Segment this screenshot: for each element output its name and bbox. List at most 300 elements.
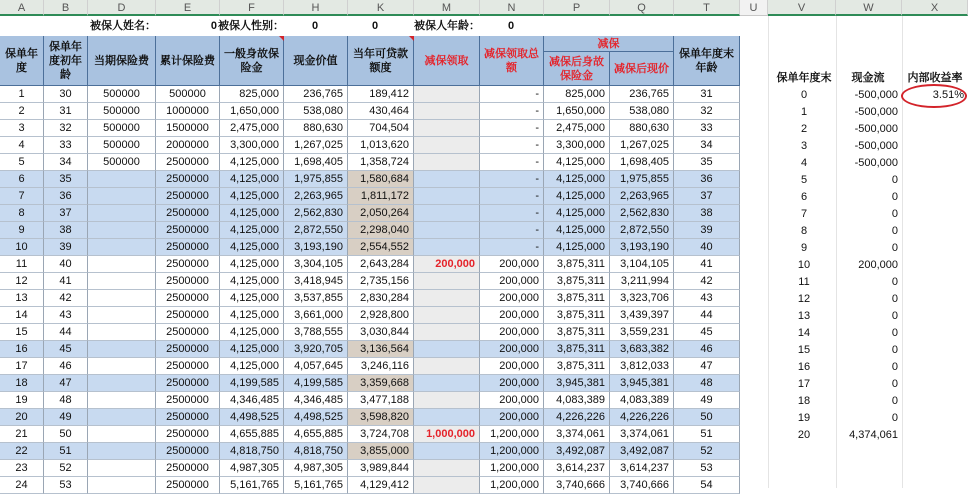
cell-loan[interactable]: 2,830,284: [348, 290, 414, 307]
cell-cv[interactable]: 4,057,645: [284, 358, 348, 375]
insured-age-value[interactable]: 0: [507, 20, 515, 32]
cell-age[interactable]: 38: [44, 222, 88, 239]
cell-prem[interactable]: 500000: [88, 103, 156, 120]
cell-cv[interactable]: 538,080: [284, 103, 348, 120]
cell-end[interactable]: 39: [674, 222, 740, 239]
cell-acv[interactable]: 4,226,226: [610, 409, 674, 426]
cell-loan[interactable]: 4,129,412: [348, 477, 414, 494]
cell-end[interactable]: 40: [674, 239, 740, 256]
cell-y[interactable]: 13: [0, 290, 44, 307]
cell-acv[interactable]: 1,698,405: [610, 154, 674, 171]
cell-age[interactable]: 32: [44, 120, 88, 137]
cashflow-value[interactable]: 0: [891, 293, 898, 305]
cell-asa[interactable]: 1,650,000: [544, 103, 610, 120]
cell-cv[interactable]: 4,818,750: [284, 443, 348, 460]
cell-cv[interactable]: 236,765: [284, 86, 348, 103]
column-header-n[interactable]: N: [480, 0, 544, 16]
column-header-q[interactable]: Q: [610, 0, 674, 16]
cell-asa[interactable]: 3,875,311: [544, 358, 610, 375]
cashflow-year[interactable]: 7: [800, 208, 808, 220]
cell-prem[interactable]: 500000: [88, 137, 156, 154]
cell-sa[interactable]: 4,818,750: [220, 443, 284, 460]
cell-cv[interactable]: 1,267,025: [284, 137, 348, 154]
cell-prem[interactable]: [88, 392, 156, 409]
cashflow-year[interactable]: 4: [800, 157, 808, 169]
cell-cum[interactable]: 2500000: [156, 307, 220, 324]
cell-age[interactable]: 51: [44, 443, 88, 460]
cell-sa[interactable]: 4,199,585: [220, 375, 284, 392]
cell-y[interactable]: 2: [0, 103, 44, 120]
cell-red[interactable]: [414, 375, 480, 392]
cell-prem[interactable]: [88, 324, 156, 341]
cell-cv[interactable]: 3,661,000: [284, 307, 348, 324]
cell-end[interactable]: 44: [674, 307, 740, 324]
cell-red[interactable]: [414, 273, 480, 290]
cashflow-year[interactable]: 2: [800, 123, 808, 135]
cell-loan[interactable]: 3,989,844: [348, 460, 414, 477]
cell-prem[interactable]: [88, 273, 156, 290]
cell-end[interactable]: 52: [674, 443, 740, 460]
cell-red[interactable]: [414, 171, 480, 188]
cell-end[interactable]: 31: [674, 86, 740, 103]
cell-y[interactable]: 6: [0, 171, 44, 188]
cell-redt[interactable]: 1,200,000: [480, 477, 544, 494]
cell-loan[interactable]: 1,811,172: [348, 188, 414, 205]
cell-asa[interactable]: 3,300,000: [544, 137, 610, 154]
cell-redt[interactable]: -: [480, 222, 544, 239]
cashflow-year[interactable]: 15: [797, 344, 811, 356]
cell-red[interactable]: 200,000: [414, 256, 480, 273]
cell-sa[interactable]: 4,655,885: [220, 426, 284, 443]
cell-y[interactable]: 19: [0, 392, 44, 409]
cell-prem[interactable]: [88, 443, 156, 460]
column-header-k[interactable]: K: [348, 0, 414, 16]
cell-y[interactable]: 14: [0, 307, 44, 324]
cell-redt[interactable]: -: [480, 239, 544, 256]
column-header-e[interactable]: E: [156, 0, 220, 16]
cell-loan[interactable]: 3,724,708: [348, 426, 414, 443]
cell-cv[interactable]: 880,630: [284, 120, 348, 137]
cashflow-year[interactable]: 3: [800, 140, 808, 152]
cell-cum[interactable]: 2500000: [156, 392, 220, 409]
insured-name-value[interactable]: 0: [210, 20, 217, 32]
cell-sa[interactable]: 4,125,000: [220, 290, 284, 307]
cell-cv[interactable]: 3,418,945: [284, 273, 348, 290]
cell-redt[interactable]: 200,000: [480, 273, 544, 290]
cell-prem[interactable]: [88, 375, 156, 392]
cell-loan[interactable]: 3,855,000: [348, 443, 414, 460]
cell-cum[interactable]: 1000000: [156, 103, 220, 120]
cashflow-year[interactable]: 9: [800, 242, 808, 254]
cell-cum[interactable]: 2500000: [156, 409, 220, 426]
cell-age[interactable]: 34: [44, 154, 88, 171]
cashflow-year[interactable]: 6: [800, 191, 808, 203]
cell-redt[interactable]: -: [480, 205, 544, 222]
cashflow-value[interactable]: 0: [891, 208, 898, 220]
cell-y[interactable]: 24: [0, 477, 44, 494]
cashflow-year[interactable]: 16: [797, 361, 811, 373]
cell-prem[interactable]: [88, 426, 156, 443]
cell-age[interactable]: 53: [44, 477, 88, 494]
cell-cum[interactable]: 2500000: [156, 239, 220, 256]
cashflow-value[interactable]: 0: [891, 395, 898, 407]
cell-y[interactable]: 9: [0, 222, 44, 239]
insured-gender-value[interactable]: 0: [311, 20, 319, 32]
cell-y[interactable]: 20: [0, 409, 44, 426]
cashflow-year[interactable]: 20: [797, 429, 811, 441]
cell-loan[interactable]: 1,358,724: [348, 154, 414, 171]
cell-end[interactable]: 54: [674, 477, 740, 494]
cell-prem[interactable]: [88, 307, 156, 324]
cashflow-value[interactable]: 0: [891, 276, 898, 288]
cell-y[interactable]: 1: [0, 86, 44, 103]
cell-red[interactable]: 1,000,000: [414, 426, 480, 443]
cell-cv[interactable]: 4,655,885: [284, 426, 348, 443]
cell-red[interactable]: [414, 443, 480, 460]
cell-y[interactable]: 12: [0, 273, 44, 290]
cell-red[interactable]: [414, 392, 480, 409]
cell-acv[interactable]: 2,263,965: [610, 188, 674, 205]
cashflow-year[interactable]: 13: [797, 310, 811, 322]
cell-acv[interactable]: 2,562,830: [610, 205, 674, 222]
cashflow-year[interactable]: 17: [797, 378, 811, 390]
cell-prem[interactable]: 500000: [88, 120, 156, 137]
cell-loan[interactable]: 189,412: [348, 86, 414, 103]
cell-redt[interactable]: -: [480, 137, 544, 154]
cell-redt[interactable]: 200,000: [480, 375, 544, 392]
cell-age[interactable]: 41: [44, 273, 88, 290]
cell-asa[interactable]: 3,614,237: [544, 460, 610, 477]
cell-prem[interactable]: [88, 341, 156, 358]
cell-loan[interactable]: 3,477,188: [348, 392, 414, 409]
cell-asa[interactable]: 3,945,381: [544, 375, 610, 392]
cell-acv[interactable]: 3,193,190: [610, 239, 674, 256]
cell-red[interactable]: [414, 137, 480, 154]
cell-age[interactable]: 36: [44, 188, 88, 205]
cell-sa[interactable]: 1,650,000: [220, 103, 284, 120]
cell-age[interactable]: 31: [44, 103, 88, 120]
cashflow-value[interactable]: 0: [891, 344, 898, 356]
cell-end[interactable]: 32: [674, 103, 740, 120]
cell-acv[interactable]: 3,211,994: [610, 273, 674, 290]
cashflow-value[interactable]: 200,000: [858, 259, 898, 271]
cell-cv[interactable]: 3,920,705: [284, 341, 348, 358]
cell-sa[interactable]: 4,125,000: [220, 273, 284, 290]
cell-redt[interactable]: -: [480, 188, 544, 205]
cell-prem[interactable]: [88, 222, 156, 239]
cell-acv[interactable]: 3,740,666: [610, 477, 674, 494]
cell-redt[interactable]: 1,200,000: [480, 426, 544, 443]
cell-y[interactable]: 11: [0, 256, 44, 273]
cell-cum[interactable]: 2500000: [156, 273, 220, 290]
cell-age[interactable]: 46: [44, 358, 88, 375]
cell-cv[interactable]: 2,872,550: [284, 222, 348, 239]
cell-asa[interactable]: 4,226,226: [544, 409, 610, 426]
cell-sa[interactable]: 4,125,000: [220, 256, 284, 273]
column-header-t[interactable]: T: [674, 0, 740, 16]
cell-age[interactable]: 45: [44, 341, 88, 358]
cell-acv[interactable]: 3,104,105: [610, 256, 674, 273]
cell-age[interactable]: 52: [44, 460, 88, 477]
cell-sa[interactable]: 4,125,000: [220, 222, 284, 239]
cell-age[interactable]: 50: [44, 426, 88, 443]
cell-redt[interactable]: -: [480, 86, 544, 103]
cell-acv[interactable]: 3,492,087: [610, 443, 674, 460]
cell-cum[interactable]: 1500000: [156, 120, 220, 137]
cell-sa[interactable]: 4,987,305: [220, 460, 284, 477]
cell-acv[interactable]: 1,267,025: [610, 137, 674, 154]
cell-loan[interactable]: 1,013,620: [348, 137, 414, 154]
cell-y[interactable]: 3: [0, 120, 44, 137]
cell-loan[interactable]: 2,643,284: [348, 256, 414, 273]
cell-y[interactable]: 4: [0, 137, 44, 154]
cell-asa[interactable]: 4,125,000: [544, 171, 610, 188]
cell-cv[interactable]: 5,161,765: [284, 477, 348, 494]
cell-prem[interactable]: 500000: [88, 86, 156, 103]
cell-acv[interactable]: 3,559,231: [610, 324, 674, 341]
cell-y[interactable]: 5: [0, 154, 44, 171]
cell-prem[interactable]: [88, 460, 156, 477]
cell-prem[interactable]: [88, 171, 156, 188]
cell-sa[interactable]: 4,125,000: [220, 307, 284, 324]
column-header-p[interactable]: P: [544, 0, 610, 16]
cell-red[interactable]: [414, 86, 480, 103]
cell-asa[interactable]: 4,125,000: [544, 205, 610, 222]
cell-cv[interactable]: 4,498,525: [284, 409, 348, 426]
cell-end[interactable]: 46: [674, 341, 740, 358]
cell-cv[interactable]: 2,562,830: [284, 205, 348, 222]
cashflow-value[interactable]: 0: [891, 361, 898, 373]
cashflow-value[interactable]: 0: [891, 310, 898, 322]
cell-end[interactable]: 42: [674, 273, 740, 290]
cell-age[interactable]: 37: [44, 205, 88, 222]
cell-sa[interactable]: 2,475,000: [220, 120, 284, 137]
cell-cum[interactable]: 2500000: [156, 290, 220, 307]
column-header-x[interactable]: X: [902, 0, 968, 16]
cell-loan[interactable]: 3,136,564: [348, 341, 414, 358]
cell-age[interactable]: 40: [44, 256, 88, 273]
cell-end[interactable]: 37: [674, 188, 740, 205]
cell-prem[interactable]: [88, 409, 156, 426]
cell-red[interactable]: [414, 120, 480, 137]
cell-age[interactable]: 48: [44, 392, 88, 409]
cell-end[interactable]: 43: [674, 290, 740, 307]
cell-sa[interactable]: 4,125,000: [220, 358, 284, 375]
cell-loan[interactable]: 2,298,040: [348, 222, 414, 239]
cell-prem[interactable]: [88, 477, 156, 494]
cell-asa[interactable]: 3,875,311: [544, 307, 610, 324]
cell-acv[interactable]: 3,374,061: [610, 426, 674, 443]
cell-cum[interactable]: 2500000: [156, 256, 220, 273]
cell-cum[interactable]: 2500000: [156, 324, 220, 341]
cell-sa[interactable]: 4,125,000: [220, 341, 284, 358]
cell-end[interactable]: 51: [674, 426, 740, 443]
cell-cv[interactable]: 4,987,305: [284, 460, 348, 477]
cell-age[interactable]: 42: [44, 290, 88, 307]
cell-asa[interactable]: 3,875,311: [544, 324, 610, 341]
cell-age[interactable]: 43: [44, 307, 88, 324]
cell-age[interactable]: 39: [44, 239, 88, 256]
cashflow-value[interactable]: 0: [891, 174, 898, 186]
cell-end[interactable]: 33: [674, 120, 740, 137]
cashflow-year[interactable]: 1: [800, 106, 808, 118]
cell-age[interactable]: 49: [44, 409, 88, 426]
cell-cv[interactable]: 3,304,105: [284, 256, 348, 273]
cell-sa[interactable]: 825,000: [220, 86, 284, 103]
cell-sa[interactable]: 4,346,485: [220, 392, 284, 409]
cell-acv[interactable]: 236,765: [610, 86, 674, 103]
cell-acv[interactable]: 3,323,706: [610, 290, 674, 307]
cell-acv[interactable]: 4,083,389: [610, 392, 674, 409]
cell-redt[interactable]: 200,000: [480, 256, 544, 273]
cell-redt[interactable]: 200,000: [480, 409, 544, 426]
cell-asa[interactable]: 3,875,311: [544, 273, 610, 290]
cell-red[interactable]: [414, 290, 480, 307]
cell-loan[interactable]: 2,554,552: [348, 239, 414, 256]
cashflow-value[interactable]: 0: [891, 242, 898, 254]
cell-redt[interactable]: 200,000: [480, 324, 544, 341]
cashflow-value[interactable]: -500,000: [854, 140, 898, 152]
cell-cv[interactable]: 1,698,405: [284, 154, 348, 171]
cell-y[interactable]: 23: [0, 460, 44, 477]
cell-prem[interactable]: [88, 239, 156, 256]
cell-sa[interactable]: 4,125,000: [220, 171, 284, 188]
cell-sa[interactable]: 4,125,000: [220, 154, 284, 171]
cell-asa[interactable]: 3,875,311: [544, 341, 610, 358]
cell-end[interactable]: 53: [674, 460, 740, 477]
cell-red[interactable]: [414, 103, 480, 120]
cell-end[interactable]: 48: [674, 375, 740, 392]
cell-acv[interactable]: 3,812,033: [610, 358, 674, 375]
cell-cum[interactable]: 2000000: [156, 137, 220, 154]
cashflow-year[interactable]: 5: [800, 174, 808, 186]
cell-y[interactable]: 7: [0, 188, 44, 205]
column-header-d[interactable]: D: [88, 0, 156, 16]
cashflow-year[interactable]: 8: [800, 225, 808, 237]
cell-red[interactable]: [414, 307, 480, 324]
cashflow-value[interactable]: 0: [891, 225, 898, 237]
cell-cv[interactable]: 3,193,190: [284, 239, 348, 256]
cashflow-value[interactable]: 0: [891, 378, 898, 390]
cell-y[interactable]: 10: [0, 239, 44, 256]
cell-end[interactable]: 45: [674, 324, 740, 341]
cashflow-value[interactable]: 0: [891, 191, 898, 203]
column-header-a[interactable]: A: [0, 0, 44, 16]
cashflow-value[interactable]: -500,000: [854, 106, 898, 118]
cell-y[interactable]: 16: [0, 341, 44, 358]
cell-redt[interactable]: -: [480, 120, 544, 137]
cashflow-year[interactable]: 18: [797, 395, 811, 407]
cell-asa[interactable]: 4,125,000: [544, 222, 610, 239]
column-header-w[interactable]: W: [836, 0, 902, 16]
cell-cum[interactable]: 2500000: [156, 341, 220, 358]
cell-cum[interactable]: 2500000: [156, 460, 220, 477]
cell-acv[interactable]: 3,439,397: [610, 307, 674, 324]
cell-cv[interactable]: 4,346,485: [284, 392, 348, 409]
cell-y[interactable]: 21: [0, 426, 44, 443]
cell-sa[interactable]: 4,125,000: [220, 188, 284, 205]
cell-redt[interactable]: 200,000: [480, 392, 544, 409]
cell-prem[interactable]: [88, 358, 156, 375]
cell-loan[interactable]: 2,928,800: [348, 307, 414, 324]
cell-cum[interactable]: 2500000: [156, 443, 220, 460]
cell-age[interactable]: 35: [44, 171, 88, 188]
cashflow-year[interactable]: 14: [797, 327, 811, 339]
cell-sa[interactable]: 4,498,525: [220, 409, 284, 426]
cell-y[interactable]: 18: [0, 375, 44, 392]
cell-end[interactable]: 34: [674, 137, 740, 154]
cell-age[interactable]: 33: [44, 137, 88, 154]
cell-red[interactable]: [414, 460, 480, 477]
cell-redt[interactable]: 200,000: [480, 358, 544, 375]
cell-y[interactable]: 15: [0, 324, 44, 341]
cell-red[interactable]: [414, 205, 480, 222]
cell-y[interactable]: 22: [0, 443, 44, 460]
cell-loan[interactable]: 2,050,264: [348, 205, 414, 222]
cell-redt[interactable]: 1,200,000: [480, 443, 544, 460]
cell-cum[interactable]: 2500000: [156, 188, 220, 205]
cell-cv[interactable]: 3,537,855: [284, 290, 348, 307]
cell-red[interactable]: [414, 222, 480, 239]
cell-acv[interactable]: 2,872,550: [610, 222, 674, 239]
cell-asa[interactable]: 3,875,311: [544, 256, 610, 273]
cell-age[interactable]: 44: [44, 324, 88, 341]
cell-end[interactable]: 41: [674, 256, 740, 273]
cell-redt[interactable]: 1,200,000: [480, 460, 544, 477]
cell-redt[interactable]: 200,000: [480, 341, 544, 358]
cell-end[interactable]: 47: [674, 358, 740, 375]
cell-end[interactable]: 49: [674, 392, 740, 409]
cell-cum[interactable]: 2500000: [156, 205, 220, 222]
cell-redt[interactable]: -: [480, 154, 544, 171]
cell-sa[interactable]: 4,125,000: [220, 239, 284, 256]
cell-asa[interactable]: 4,125,000: [544, 188, 610, 205]
column-header-m[interactable]: M: [414, 0, 480, 16]
column-header-u[interactable]: U: [740, 0, 768, 16]
cell-end[interactable]: 38: [674, 205, 740, 222]
cell-prem[interactable]: 500000: [88, 154, 156, 171]
cell-loan[interactable]: 430,464: [348, 103, 414, 120]
cell-asa[interactable]: 4,125,000: [544, 239, 610, 256]
cell-red[interactable]: [414, 477, 480, 494]
cell-cv[interactable]: 3,788,555: [284, 324, 348, 341]
irr-value[interactable]: 3.51%: [932, 89, 964, 101]
cashflow-value[interactable]: -500,000: [854, 123, 898, 135]
cell-acv[interactable]: 880,630: [610, 120, 674, 137]
cell-end[interactable]: 35: [674, 154, 740, 171]
cell-cv[interactable]: 4,199,585: [284, 375, 348, 392]
cell-asa[interactable]: 2,475,000: [544, 120, 610, 137]
cell-loan[interactable]: 704,504: [348, 120, 414, 137]
cell-asa[interactable]: 4,125,000: [544, 154, 610, 171]
cell-red[interactable]: [414, 239, 480, 256]
cell-y[interactable]: 8: [0, 205, 44, 222]
cell-y[interactable]: 17: [0, 358, 44, 375]
cell-loan[interactable]: 3,030,844: [348, 324, 414, 341]
column-header-v[interactable]: V: [768, 0, 836, 16]
cashflow-year[interactable]: 19: [797, 412, 811, 424]
cell-cum[interactable]: 2500000: [156, 171, 220, 188]
cell-redt[interactable]: -: [480, 103, 544, 120]
cashflow-year[interactable]: 12: [797, 293, 811, 305]
cell-cum[interactable]: 2500000: [156, 426, 220, 443]
cashflow-value[interactable]: -500,000: [854, 89, 898, 101]
cell-redt[interactable]: -: [480, 171, 544, 188]
cell-asa[interactable]: 3,492,087: [544, 443, 610, 460]
cell-red[interactable]: [414, 409, 480, 426]
cell-cv[interactable]: 1,975,855: [284, 171, 348, 188]
cell-acv[interactable]: 3,945,381: [610, 375, 674, 392]
